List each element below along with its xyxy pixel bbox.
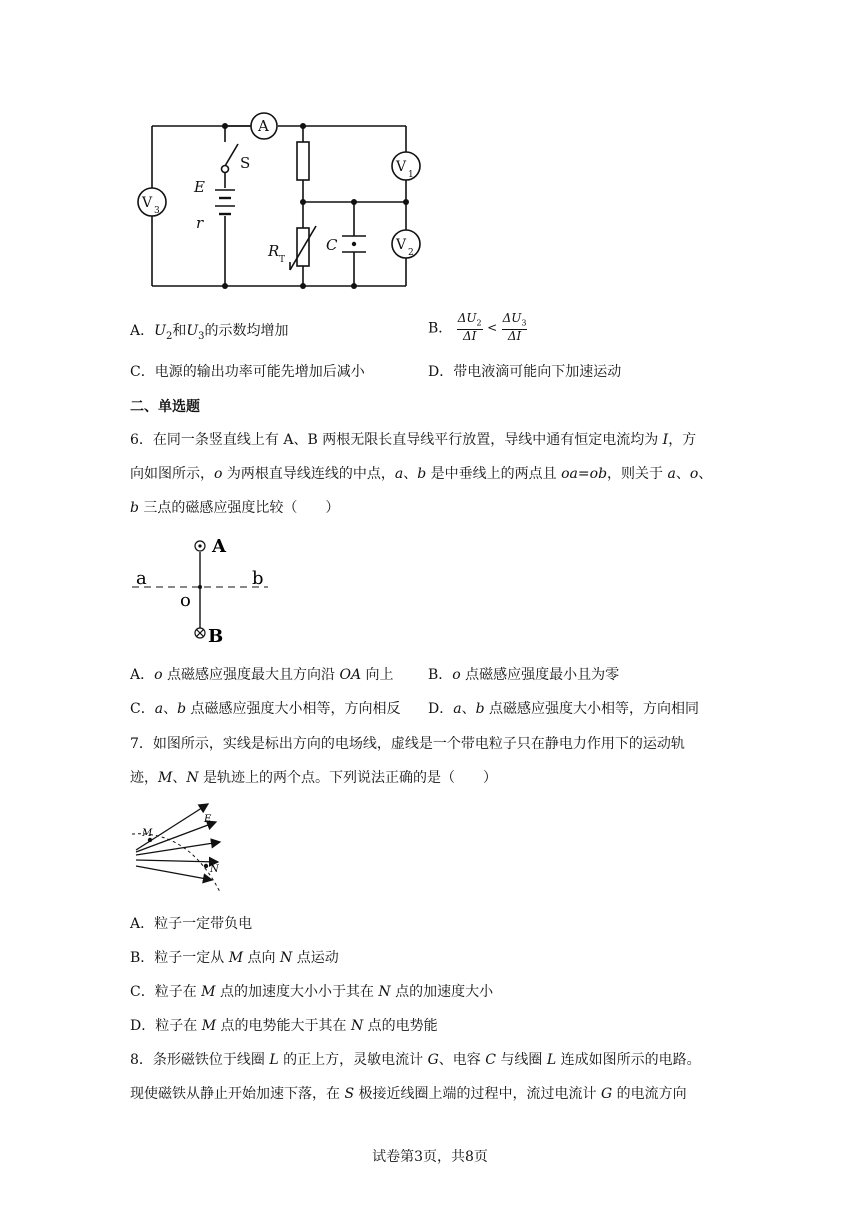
q8-line-1: 8．条形磁铁位于线圈 L 的正上方，灵敏电流计 G、电容 C 与线圈 L 连成如图所示的电路。 <box>130 1052 701 1068</box>
switch-label: S <box>240 154 251 172</box>
q7-option-c[interactable]: C．粒子在 M 点的加速度大小小于其在 N 点的加速度大小 <box>130 984 494 1000</box>
point-n-label: N <box>210 864 219 875</box>
ammeter-label: A <box>258 117 269 135</box>
wire-b-label: B <box>208 626 224 647</box>
point-m-label: M <box>142 828 153 839</box>
q7-line-2: 迹，M、N 是轨迹上的两个点。下列说法正确的是（ ） <box>130 770 498 786</box>
q6-option-d[interactable]: D．a、b 点磁感应强度大小相等，方向相同 <box>428 701 700 717</box>
field-e-label: E <box>204 814 212 825</box>
q6-option-c[interactable]: C．a、b 点磁感应强度大小相等，方向相反 <box>130 701 401 717</box>
fraction-du2-di: $\frac{\Delta U_2}{\Delta I}$ <box>457 311 482 344</box>
q5-option-a[interactable]: A．$U_2$和$U_3$的示数均增加 <box>130 323 289 342</box>
point-o-label: o <box>180 590 191 611</box>
v2-label: V <box>396 237 407 253</box>
circuit-diagram <box>130 110 430 295</box>
q5-option-c[interactable]: C．电源的输出功率可能先增加后减小 <box>130 364 365 380</box>
q7-line-1: 7．如图所示，实线是标出方向的电场线，虚线是一个带电粒子只在静电力作用下的运动轨 <box>130 736 685 752</box>
q7-option-d[interactable]: D．粒子在 M 点的电势能大于其在 N 点的电势能 <box>130 1018 438 1034</box>
q6-line-1: 6．在同一条竖直线上有 A、B 两根无限长直导线平行放置，导线中通有恒定电流均为 I，方 <box>130 432 697 448</box>
fraction-du3-di: $\frac{\Delta U_3}{\Delta I}$ <box>502 311 527 344</box>
q6-option-a[interactable]: A．o 点磁感应强度最大且方向沿 OA 向上 <box>130 667 394 683</box>
q6-line-2: 向如图所示，o 为两根直导线连线的中点，a、b 是中垂线上的两点且 oa=ob，则关于 a、o、 <box>130 466 713 482</box>
v1-sub: 1 <box>408 170 414 180</box>
capacitor-label: C <box>326 236 338 254</box>
emf-label: E <box>194 178 205 196</box>
rt-sub: T <box>279 255 286 265</box>
v2-sub: 2 <box>408 248 414 258</box>
q7-option-b[interactable]: B．粒子一定从 M 点向 N 点运动 <box>130 950 339 966</box>
q5-option-b[interactable]: B． $\frac{\Delta U_2}{\Delta I}$ < $\frac{\Delta U_3}{\Delta I}$ <box>428 311 527 344</box>
wires-figure <box>128 532 278 647</box>
v3-label: V <box>142 195 153 211</box>
v1-label: V <box>396 159 407 175</box>
section-title: 二、单选题 <box>130 399 200 415</box>
field-lines-figure <box>128 800 238 895</box>
point-a-label: a <box>136 568 147 589</box>
internal-resistance-label: r <box>196 214 204 232</box>
wire-a-label: A <box>212 536 226 557</box>
q6-line-3: b 三点的磁感应强度比较（ ） <box>130 500 340 516</box>
q7-option-a[interactable]: A．粒子一定带负电 <box>130 916 253 932</box>
point-b-label: b <box>252 568 264 589</box>
v3-sub: 3 <box>154 206 160 216</box>
page-footer: 试卷第3页，共8页 <box>372 1149 488 1165</box>
q6-option-b[interactable]: B．o 点磁感应强度最小且为零 <box>428 667 620 683</box>
q8-line-2: 现使磁铁从静止开始加速下落，在 S 极接近线圈上端的过程中，流过电流计 G 的电流方向 <box>130 1086 687 1102</box>
rt-label: R <box>268 242 280 260</box>
q5-option-d[interactable]: D．带电液滴可能向下加速运动 <box>428 364 622 380</box>
